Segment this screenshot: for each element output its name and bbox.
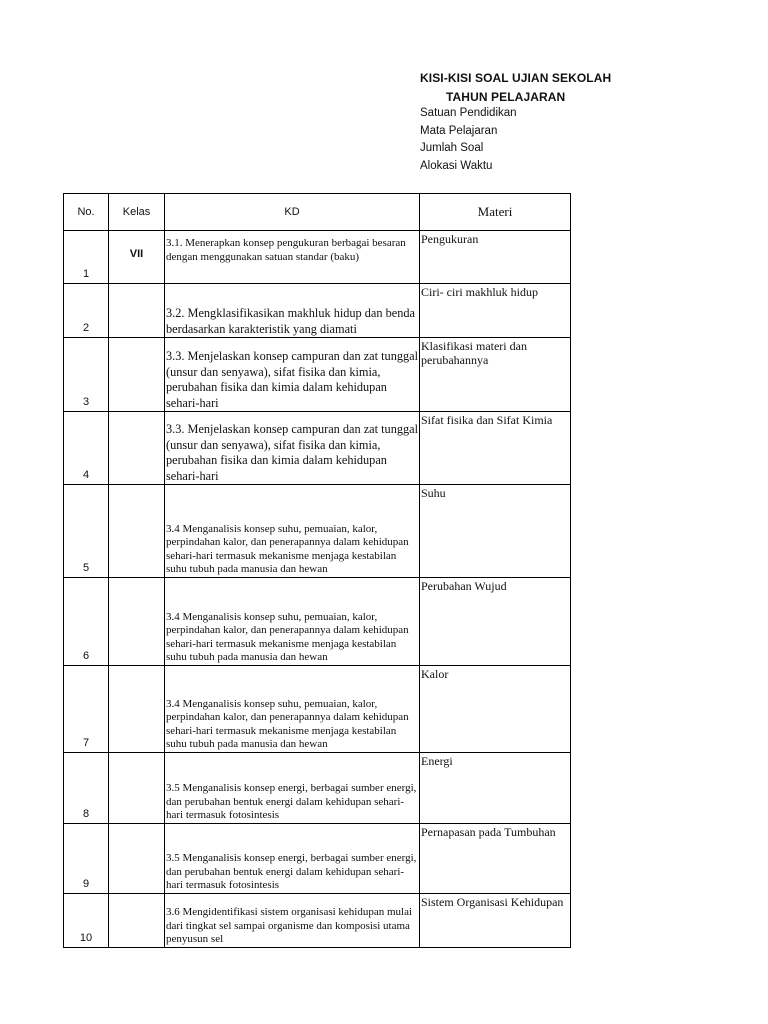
document-subtitle: TAHUN PELAJARAN — [446, 90, 566, 104]
cell-materi — [420, 824, 571, 894]
cell-no — [64, 231, 109, 284]
cell-materi — [420, 578, 571, 666]
column-header-kd: KD — [165, 194, 420, 231]
kd-text: 3.5 Menganalisis konsep energi, berbagai sumber energi, dan perubahan bentuk energi dalam kehidupan sehari-hari termasuk fotosintesis — [166, 852, 417, 892]
row-number: 8 — [82, 808, 90, 820]
cell-kd — [165, 578, 420, 666]
cell-materi — [420, 753, 571, 824]
table-row — [64, 231, 571, 284]
kd-text: 3.6 Mengidentifikasi sistem organisasi kehidupan mulai dari tingkat sel sampai organisme dan komposisi utama penyusun sel — [166, 906, 413, 946]
cell-no — [64, 338, 109, 412]
table-row — [64, 485, 571, 578]
cell-kelas — [109, 666, 165, 753]
kisi-kisi-table — [63, 193, 571, 948]
kd-text: 3.4 Menganalisis konsep suhu, pemuaian, kalor, perpindahan kalor, dan penerapannya dalam kehidupan sehari-hari termasuk mekanisme menjaga kestabilan suhu tubuh pada manusia dan hewan — [166, 697, 409, 751]
cell-materi — [420, 485, 571, 578]
cell-kd — [165, 824, 420, 894]
cell-no — [64, 753, 109, 824]
column-header-no: No. — [64, 194, 109, 231]
materi-text: Sistem Organisasi Kehidupan — [421, 895, 564, 909]
row-number: 9 — [82, 878, 90, 890]
cell-kelas — [109, 824, 165, 894]
cell-kelas — [109, 578, 165, 666]
cell-kelas — [109, 338, 165, 412]
materi-text: Pengukuran — [421, 232, 479, 246]
materi-text: Perubahan Wujud — [421, 579, 507, 593]
cell-no — [64, 485, 109, 578]
row-number: 5 — [82, 562, 90, 574]
table-row — [64, 578, 571, 666]
row-number: 7 — [82, 737, 90, 749]
materi-text: Sifat fisika dan Sifat Kimia — [421, 413, 553, 427]
table-row — [64, 894, 571, 948]
cell-kelas — [109, 284, 165, 338]
cell-kd — [165, 894, 420, 948]
row-number: 10 — [79, 932, 93, 944]
document-header — [0, 0, 612, 190]
row-number: 6 — [82, 650, 90, 662]
column-header-kelas: Kelas — [109, 194, 165, 231]
cell-kd — [165, 338, 420, 412]
meta-label-alokasi-waktu: Alokasi Waktu — [420, 160, 493, 172]
kd-text: 3.5 Menganalisis konsep energi, berbagai sumber energi, dan perubahan bentuk energi dalam kehidupan sehari-hari termasuk fotosintesis — [166, 782, 417, 822]
cell-no — [64, 666, 109, 753]
table-row — [64, 666, 571, 753]
cell-no — [64, 284, 109, 338]
cell-kd — [165, 753, 420, 824]
materi-text: Energi — [421, 754, 453, 768]
row-number: 3 — [82, 396, 90, 408]
row-number: 2 — [82, 322, 90, 334]
cell-materi — [420, 894, 571, 948]
cell-no — [64, 578, 109, 666]
materi-text: Kalor — [421, 667, 449, 681]
column-header-materi: Materi — [420, 194, 571, 231]
cell-kd — [165, 231, 420, 284]
table-row — [64, 284, 571, 338]
row-number: 1 — [82, 268, 90, 280]
kd-text: 3.2. Mengklasifikasikan makhluk hidup dan benda berdasarkan karakteristik yang diamati — [166, 306, 415, 336]
cell-no — [64, 412, 109, 485]
table-row — [64, 753, 571, 824]
cell-kelas — [109, 753, 165, 824]
materi-text: Ciri- ciri makhluk hidup — [421, 285, 538, 299]
cell-no — [64, 824, 109, 894]
cell-materi — [420, 412, 571, 485]
table-row — [64, 824, 571, 894]
cell-kd — [165, 412, 420, 485]
cell-materi — [420, 338, 571, 412]
kd-text: 3.4 Menganalisis konsep suhu, pemuaian, kalor, perpindahan kalor, dan penerapannya dalam kehidupan sehari-hari termasuk mekanisme menjaga kestabilan suhu tubuh pada manusia dan hewan — [166, 610, 409, 664]
kd-text: 3.3. Menjelaskan konsep campuran dan zat tunggal (unsur dan senyawa), sifat fisika dan kimia, perubahan fisika dan kimia dalam kehidupan sehari-hari — [166, 422, 419, 483]
meta-label-mata-pelajaran: Mata Pelajaran — [420, 125, 498, 137]
materi-text: Klasifikasi materi dan perubahannya — [421, 339, 527, 367]
cell-kelas — [109, 412, 165, 485]
table-header-row — [64, 194, 571, 231]
kd-text: 3.3. Menjelaskan konsep campuran dan zat tunggal (unsur dan senyawa), sifat fisika dan kimia, perubahan fisika dan kimia dalam kehidupan sehari-hari — [166, 349, 419, 410]
cell-materi — [420, 284, 571, 338]
table-row — [64, 412, 571, 485]
cell-materi — [420, 231, 571, 284]
cell-no — [64, 894, 109, 948]
document-title: KISI-KISI SOAL UJIAN SEKOLAH — [420, 71, 612, 85]
meta-label-satuan-pendidikan: Satuan Pendidikan — [420, 107, 517, 119]
cell-kelas — [109, 894, 165, 948]
cell-materi — [420, 666, 571, 753]
meta-label-jumlah-soal: Jumlah Soal — [420, 142, 484, 154]
kd-text: 3.1. Menerapkan konsep pengukuran berbagai besaran dengan menggunakan satuan standar (baku) — [166, 237, 406, 263]
materi-text: Suhu — [421, 486, 446, 500]
materi-text: Pernapasan pada Tumbuhan — [421, 825, 556, 839]
cell-kd — [165, 666, 420, 753]
kd-text: 3.4 Menganalisis konsep suhu, pemuaian, kalor, perpindahan kalor, dan penerapannya dalam kehidupan sehari-hari termasuk mekanisme menjaga kestabilan suhu tubuh pada manusia dan hewan — [166, 522, 409, 576]
cell-kelas: VII — [109, 231, 165, 284]
table-row — [64, 338, 571, 412]
cell-kd — [165, 284, 420, 338]
row-number: 4 — [82, 469, 90, 481]
cell-kd — [165, 485, 420, 578]
cell-kelas — [109, 485, 165, 578]
